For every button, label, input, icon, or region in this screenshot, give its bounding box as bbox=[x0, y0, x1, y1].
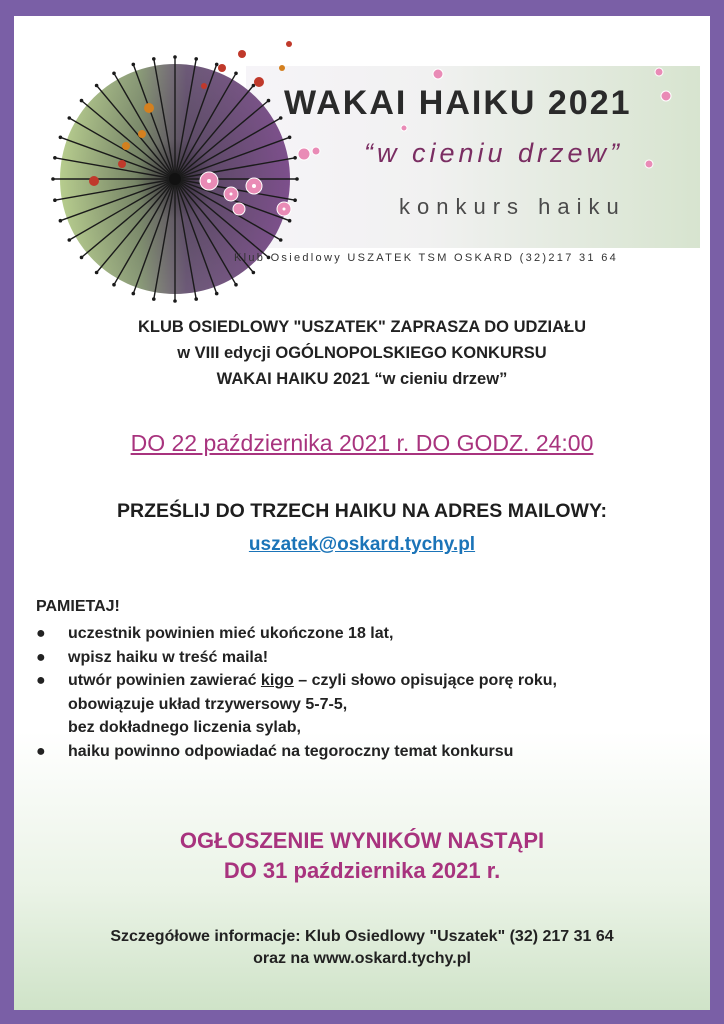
parasol-rib-tip bbox=[68, 116, 72, 120]
parasol-rib-tip bbox=[51, 177, 55, 181]
parasol-rib-tip bbox=[234, 72, 238, 76]
parasol-rib-tip bbox=[173, 299, 177, 303]
parasol-rib-tip bbox=[194, 297, 198, 301]
parasol-rib-tip bbox=[59, 219, 63, 223]
email-link[interactable]: uszatek@oskard.tychy.pl bbox=[248, 534, 476, 555]
bullet-icon: ● bbox=[36, 648, 46, 666]
parasol-rib-tip bbox=[234, 283, 238, 287]
parasol-rib-tip bbox=[293, 198, 297, 202]
parasol-rib-tip bbox=[194, 57, 198, 61]
rules-list bbox=[34, 622, 704, 763]
results-announcement bbox=[14, 826, 710, 886]
parasol-rib-tip bbox=[252, 271, 256, 275]
parasol-rib-tip bbox=[95, 84, 99, 88]
rule-item bbox=[34, 622, 704, 646]
bullet-icon: ● bbox=[36, 742, 46, 760]
parasol-rib-tip bbox=[173, 55, 177, 59]
parasol-rib-tip bbox=[95, 271, 99, 275]
results-line-1: OGŁOSZENIE WYNIKÓW NASTĄPI bbox=[179, 828, 545, 853]
rule-text-after: – czyli słowo opisujące porę roku, obowiązuje układ trzywersowy 5-7-5, bez dokładnego liczenia sylab, bbox=[68, 672, 557, 736]
parasol-rib-tip bbox=[53, 156, 57, 160]
rule-item bbox=[34, 646, 704, 670]
parasol-rib-tip bbox=[80, 99, 84, 103]
poster-title: WAKAI HAIKU 2021 bbox=[284, 84, 632, 122]
parasol-rib-tip bbox=[152, 57, 156, 61]
parasol-rib-tip bbox=[59, 136, 63, 140]
parasol-rib-tip bbox=[132, 292, 136, 296]
club-contact-line: Klub Osiedlowy USZATEK TSM OSKARD (32)217 31 64 bbox=[234, 252, 619, 264]
invitation-line-3: WAKAI HAIKU 2021 “w cieniu drzew” bbox=[216, 370, 508, 388]
parasol-rib-tip bbox=[112, 72, 116, 76]
parasol-rib-tip bbox=[215, 63, 219, 67]
parasol-rib-tip bbox=[53, 198, 57, 202]
rule-text-before: utwór powinien zawierać bbox=[68, 672, 261, 689]
parasol-rib-tip bbox=[279, 238, 283, 242]
rule-text: haiku powinno odpowiadać na tegoroczny temat konkursu bbox=[68, 742, 514, 760]
parasol-rib-tip bbox=[152, 297, 156, 301]
parasol-rib-tip bbox=[215, 292, 219, 296]
parasol-rib-tip bbox=[80, 256, 84, 260]
bullet-icon: ● bbox=[36, 625, 46, 642]
rule-item bbox=[34, 740, 704, 764]
contact-info-line-1: Szczegółowe informacje: Klub Osiedlowy "Uszatek" (32) 217 31 64 bbox=[110, 928, 614, 945]
parasol-rib-tip bbox=[279, 116, 283, 120]
parasol-rib-tip bbox=[295, 177, 299, 181]
invitation-line-1: KLUB OSIEDLOWY "USZATEK" ZAPRASZA DO UDZIAŁU bbox=[138, 318, 586, 336]
poster-subtitle: “w cieniu drzew” bbox=[364, 138, 624, 168]
invitation-line-2: w VIII edycji OGÓLNOPOLSKIEGO KONKURSU bbox=[177, 344, 547, 362]
parasol-rib-tip bbox=[288, 219, 292, 223]
contact-info-line-2: oraz na www.oskard.tychy.pl bbox=[253, 950, 471, 967]
invitation-text bbox=[14, 314, 710, 392]
contact-info bbox=[14, 926, 710, 970]
results-line-2: DO 31 października 2021 r. bbox=[223, 858, 501, 883]
remember-heading: PAMIETAJ! bbox=[36, 598, 120, 615]
send-instruction: PRZEŚLIJ DO TRZECH HAIKU NA ADRES MAILOWY: bbox=[116, 500, 608, 522]
parasol-rib-tip bbox=[132, 63, 136, 67]
kigo-term: kigo bbox=[260, 672, 294, 689]
deadline-text: DO 22 października 2021 r. DO GODZ. 24:00 bbox=[130, 430, 594, 456]
bullet-icon: ● bbox=[36, 672, 46, 689]
rule-text: wpisz haiku w treść maila! bbox=[68, 648, 269, 666]
parasol-rib-tip bbox=[112, 283, 116, 287]
parasol-rib-tip bbox=[252, 84, 256, 88]
parasol-rib-tip bbox=[293, 156, 297, 160]
parasol-illustration bbox=[50, 54, 300, 304]
poster-page bbox=[14, 16, 710, 1010]
poster-category: konkurs haiku bbox=[399, 194, 626, 219]
rule-item bbox=[34, 669, 704, 740]
parasol-rib-tip bbox=[267, 99, 271, 103]
parasol-rib-tip bbox=[288, 136, 292, 140]
parasol-rib-tip bbox=[68, 238, 72, 242]
rule-text bbox=[68, 672, 557, 736]
rule-text: uczestnik powinien mieć ukończone 18 lat, bbox=[68, 625, 394, 642]
